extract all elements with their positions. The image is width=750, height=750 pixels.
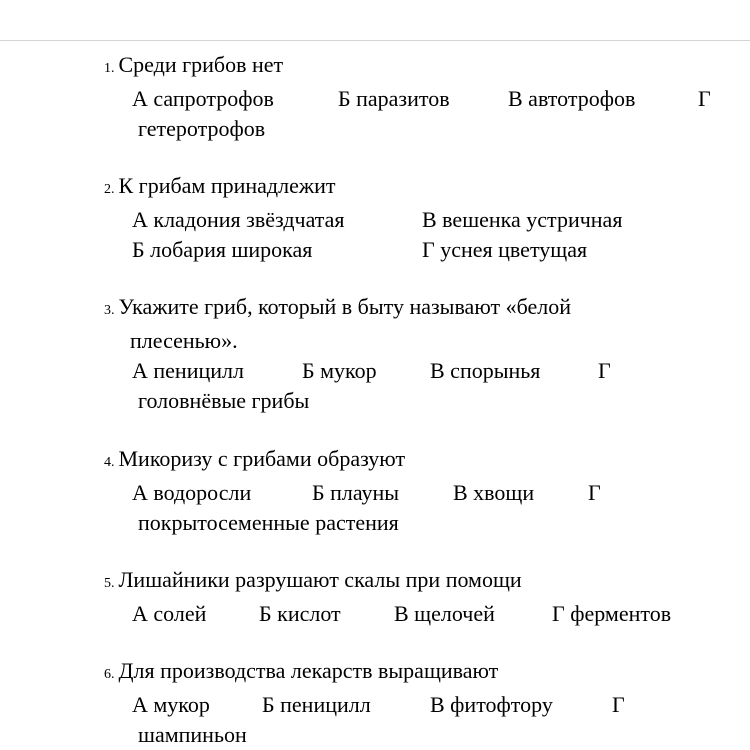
question-4-option-b: Б плауны bbox=[312, 480, 400, 505]
question-2-option-d: Г уснея цветущая bbox=[422, 237, 588, 262]
question-3-option-c: В спорынья bbox=[430, 358, 541, 383]
question-4-options bbox=[104, 478, 724, 508]
question-5-title bbox=[104, 565, 724, 599]
question-1-number: 1. bbox=[104, 61, 115, 76]
question-3 bbox=[104, 292, 724, 416]
question-4-option-a: А водоросли bbox=[132, 480, 252, 505]
question-4-number: 4. bbox=[104, 455, 115, 470]
question-2-title bbox=[104, 171, 724, 205]
question-1-title bbox=[104, 50, 724, 84]
question-6-number: 6. bbox=[104, 667, 115, 682]
question-1-option-d-text: гетеротрофов bbox=[138, 116, 266, 141]
question-2 bbox=[104, 171, 724, 265]
question-6-text: Для производства лекарств выращивают bbox=[118, 658, 499, 683]
question-2-text: К грибам принадлежит bbox=[118, 173, 336, 198]
question-5-option-a: А солей bbox=[132, 601, 207, 626]
question-5-options bbox=[104, 599, 724, 629]
question-3-option-d: Г bbox=[598, 358, 611, 383]
question-6-option-c: В фитофтору bbox=[430, 692, 553, 717]
question-1-options bbox=[104, 84, 724, 114]
question-6-options bbox=[104, 690, 724, 720]
question-6-title bbox=[104, 656, 724, 690]
question-3-text-continuation: плесенью». bbox=[130, 328, 238, 353]
question-5 bbox=[104, 565, 724, 629]
question-5-option-b: Б кислот bbox=[259, 601, 341, 626]
question-5-option-c: В щелочей bbox=[394, 601, 495, 626]
question-3-option-a: А пеницилл bbox=[132, 358, 244, 383]
question-1-option-a: А сапротрофов bbox=[132, 86, 274, 111]
question-2-option-c: В вешенка устричная bbox=[422, 207, 623, 232]
question-6-option-b: Б пеницилл bbox=[262, 692, 371, 717]
question-1 bbox=[104, 50, 724, 144]
question-3-text: Укажите гриб, который в быту называют «белой bbox=[118, 294, 572, 319]
question-1-option-c: В автотрофов bbox=[508, 86, 636, 111]
question-6-option-d: Г bbox=[612, 692, 625, 717]
question-3-title bbox=[104, 292, 724, 326]
question-3-option-d-text: головнёвые грибы bbox=[138, 388, 310, 413]
question-1-text: Среди грибов нет bbox=[118, 52, 284, 77]
top-divider bbox=[0, 40, 750, 41]
question-4-title bbox=[104, 444, 724, 478]
question-3-option-b: Б мукор bbox=[302, 358, 377, 383]
question-4-option-d-text: покрытосеменные растения bbox=[138, 510, 399, 535]
question-2-options-row-2 bbox=[104, 235, 724, 265]
question-5-number: 5. bbox=[104, 576, 115, 591]
question-1-option-b: Б паразитов bbox=[338, 86, 450, 111]
question-5-text: Лишайники разрушают скалы при помощи bbox=[118, 567, 522, 592]
question-2-options-row-1 bbox=[104, 205, 724, 235]
question-4-text: Микоризу с грибами образуют bbox=[118, 446, 406, 471]
question-2-number: 2. bbox=[104, 182, 115, 197]
question-1-option-d: Г bbox=[698, 86, 711, 111]
question-4 bbox=[104, 444, 724, 538]
question-3-number: 3. bbox=[104, 303, 115, 318]
question-2-option-b: Б лобария широкая bbox=[132, 237, 313, 262]
question-3-options bbox=[104, 356, 724, 386]
question-2-option-a: А кладония звёздчатая bbox=[132, 207, 345, 232]
question-5-option-d: Г ферментов bbox=[552, 601, 672, 626]
question-6-option-a: А мукор bbox=[132, 692, 210, 717]
question-4-option-c: В хвощи bbox=[453, 480, 535, 505]
question-6 bbox=[104, 656, 724, 750]
question-6-option-d-text: шампиньон bbox=[138, 722, 247, 747]
question-4-option-d: Г bbox=[588, 480, 601, 505]
